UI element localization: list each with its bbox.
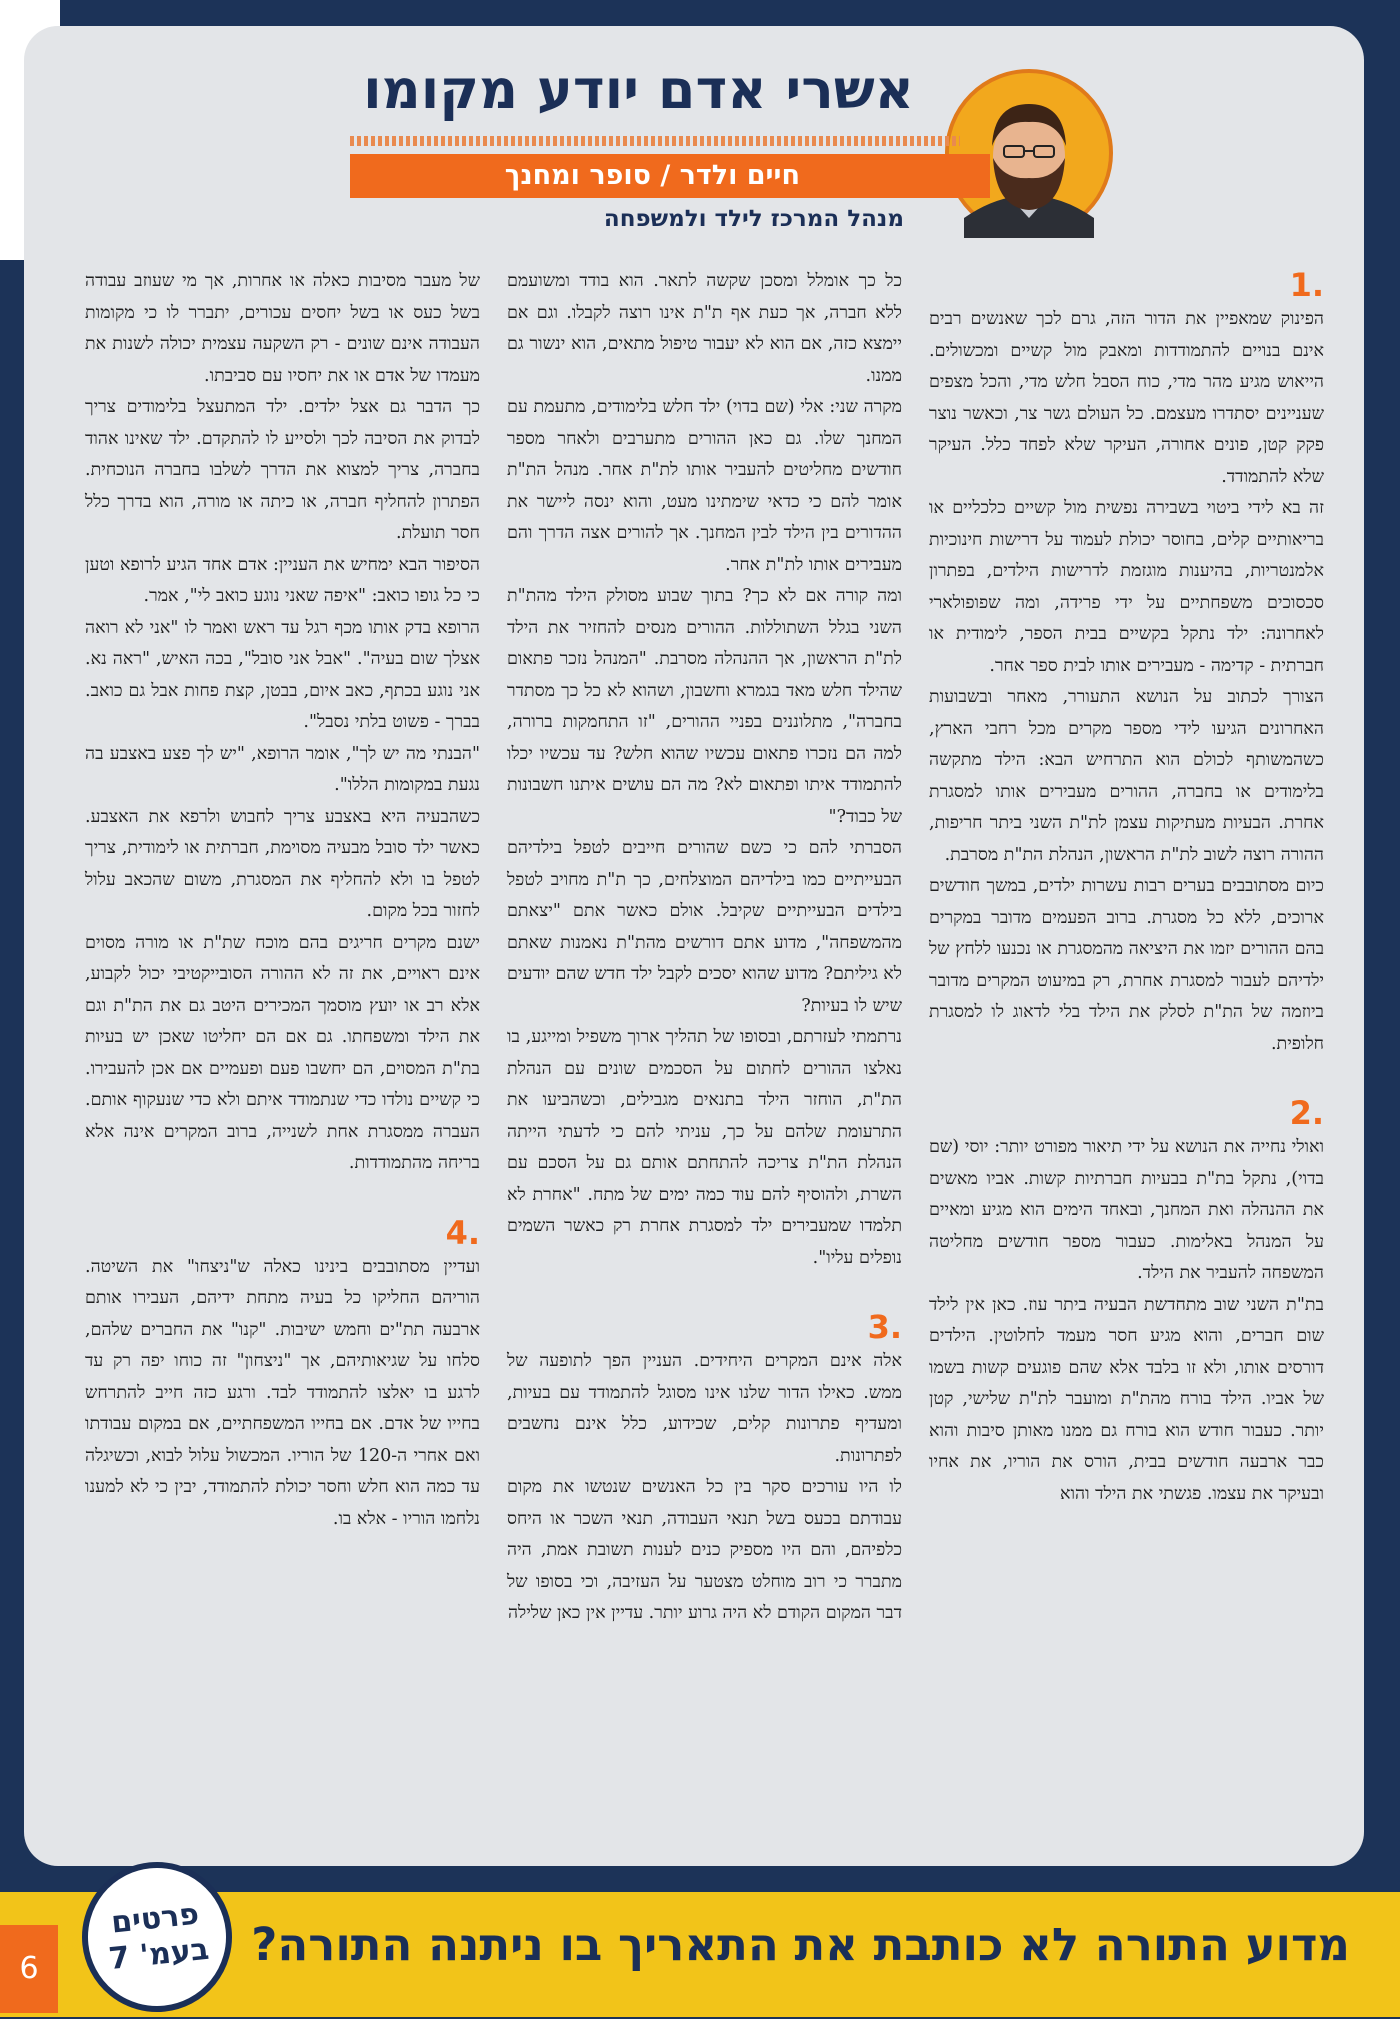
article-paragraph: לו היו עורכים סקר בין כל האנשים שנטשו את מקום עבודתם בכעס בשל תנאי העבודה, תנאי השכר או היחס כלפיהם, והם היו מספיק כנים לענות תשובת אמת, היה מתברר כי רוב מוחלט מצטער על העזיבה, וכי בסופו של דבר המקום הקודם לא היה גרוע יותר. עדיין אין כאן שלילה	[507, 1477, 902, 1623]
article-paragraph: מקרה שני: אלי (שם בדוי) ילד חלש בלימודים, מתעמת עם המחנך שלו. גם כאן ההורים מתערבים ולאחר מספר חודשים מחליטים להעביר אותו לת"ת אחר. מנהל הת"ת אומר להם כי כדאי שימתינו מעט, והוא ינסה ליישר את ההדורים בין הילד לבין המחנך. אך להורים אצה הדרך והם מעבירים אותו לת"ת אחר.	[507, 397, 902, 575]
article-paragraph: הסברתי להם כי כשם שהורים חייבים לטפל בילדיהם הבעייתיים כמו בילדיהם המוצלחים, כך ת"ת מחויב לטפל בילדים הבעייתיים שקיבל. אולם כאשר אתם "יצאתם מהמשפחה", מדוע אתם דורשים מהת"ת נאמנות שאתם לא גיליתם? מדוע שהוא יסכים לקבל ילד חדש שהם יודעים שיש לו בעיות?	[507, 838, 902, 1016]
section-gap	[85, 1180, 480, 1214]
section-number: 4.	[445, 1213, 480, 1252]
article-paragraph: ישנם מקרים חריגים בהם מוכח שת"ת או מורה מסוים אינם ראויים, את זה לא ההורה הסובייקטיבי יכול לקבוע, אלא רב או יועץ מוסמך המכירים היטב גם את הת"ת וגם את הילד ומשפחתו. גם אם הם יחליטו שאכן יש בעיות בת"ת המסוים, הם יחשבו פעם ופעמיים אם אכן להעבירו. כי קשיים נולדו כדי שנתמודד איתם ולא כדי שנעקוף אותם. העברה ממסגרת אחת לשנייה, ברוב המקרים אינה אלא בריחה מהתמודדות.	[85, 932, 480, 1173]
article-paragraph: הצורך לכתוב על הנושא התעורר, מאחר ובשבועות האחרונים הגיעו לידי מספר מקרים מכל רחבי הארץ, כשהמשותף לכולם הוא התרחיש הבא: הילד מתקשה בלימודים או בחברה, ההורים מעבירים אותו למסגרת אחרת. הבעיות מעתיקות עצמן לת"ת השני ביתר חריפות, ההורה רוצה לשוב לת"ת הראשון, הנהלת הת"ת מסרבת.	[929, 687, 1324, 865]
article-paragraph: בת"ת השני שוב מתחדשת הבעיה ביתר עוז. כאן אין לילד שום חברים, והוא מגיע חסר מעמד לחלוטין. הילדים דורסים אותו, ולא זו בלבד אלא שהם פוגעים קשות בשמו של אביו. הילד בורח מהת"ת ומועבר לת"ת שלישי, קטן יותר. כעבור חודש הוא בורח גם ממנו מאותן סיבות והוא כבר ארבעה חודשים בבית, הורס את הוריו, את אחיו ובעיקר את עצמו. פגשתי את הילד והוא	[929, 1294, 1324, 1504]
section-gap	[929, 1060, 1324, 1094]
footer-headline[interactable]: מדוע התורה לא כותבת את התאריך בו ניתנה התורה?	[251, 1918, 1350, 1971]
article-paragraph: ועדיין מסתובבים בינינו כאלה ש"ניצחו" את השיטה. הוריהם החליקו כל בעיה מתחת ידיהם, העבירו אותם ארבעה תת"ים וחמש ישיבות. "קנו" את החברים שלהם, סלחו על שגיאותיהם, אך "ניצחון" זה כוחו יפה רק עד לרגע בו יאלצו להתמודד לבד. ורגע כזה חייב להתרחש בחייו של אדם. אם בחייו המשפחתיים, אם במקום עבודתו ואם אחרי ה-120 של הוריו. המכשול עלול לבוא, וכשיגלה עד כמה הוא חלש וחסר יכולת להתמודד, יבין כי לא למענו נלחמו הוריו - אלא בו.	[85, 1256, 480, 1529]
article-paragraph: הפינוק שמאפיין את הדור הזה, גרם לכך שאנשים רבים אינם בנויים להתמודדות ומאבק מול קשיים ומכשולים. הייאוש מגיע מהר מדי, כוח הסבל חלש מדי, והכל מצפים שעניינים יסתדרו מעצמם. כל העולם גשר צר, וכאשר נוצר פקק קטן, פונים אחורה, העיקר שלא לפחד כלל. העיקר שלא להתמודד.	[929, 309, 1324, 487]
article-paragraph: נרתמתי לעזרתם, ובסופו של תהליך ארוך משפיל ומייגע, בו נאלצו ההורים לחתום על הסכמים שונים עם הנהלת הת"ת, הוחזר הילד בתנאים מגבילים, וכשהביעו את התרעומת שלהם על כך, עניתי להם כי לדעתי הייתה הנהלת הת"ת צריכה להתחתם אותם גם על הסכם עם השרת, ולהוסיף להם עוד כמה ימים של מתח. "אחרת לא תלמדו שמעבירים ילד למסגרת אחרת רק כאשר השמים נופלים עליו".	[507, 1027, 902, 1268]
page-number: 6	[0, 1925, 58, 2013]
article-paragraph: "הבנתי מה יש לך", אומר הרופא, "יש לך פצע באצבע בה נגעת במקומות הללו".	[85, 743, 480, 795]
article-paragraph: ומה קורה אם לא כך? בתוך שבוע מסולק הילד מהת"ת השני בגלל השתוללות. ההורים מנסים להחזיר את הילד לת"ת הראשון, אך ההנהלה מסרבת. "המנהל נזכר פתאום שהילד חלש מאד בגמרא וחשבון, ושהוא לא כל כך מסתדר בחברה", מתלוננים בפניי ההורים, "זו התחמקות ברורה, למה הם נזכרו פתאום עכשיו שהוא חלש? עד עכשיו יכלו להתמודד איתו ופתאום לא? מה הם עושים איתנו חשבונות של כבוד?"	[507, 586, 902, 827]
section-number: 1.	[1289, 266, 1324, 304]
badge-line-1: פרטים	[109, 1896, 201, 1941]
badge-line-2: בעמ' 7	[107, 1931, 211, 1978]
article-card	[24, 26, 1364, 1866]
article-paragraph: זה בא לידי ביטוי בשבירה נפשית מול קשיים כלכליים או בריאותיים קלים, בחוסר יכולת לעמוד על דרישות חינוכיות אלמנטריות, בהיענות מוגזמת לדרישות הילדים, בפתרון סכסוכים משפחתיים על ידי פרידה, ומה שפופולארי לאחרונה: ילד נתקל בקשיים בבית הספר, לימודית או חברתית - קדימה - מעבירים אותו לבית ספר אחר.	[929, 498, 1324, 676]
article-paragraph: כשהבעיה היא באצבע צריך לחבוש ולרפא את האצבע. כאשר ילד סובל מבעיה מסוימת, חברתית או לימודית, צריך לטפל בו ולא להחליף את המסגרת, משום שהכאב עלול לחזור בכל מקום.	[85, 806, 480, 921]
article-paragraph: כל כך אומלל ומסכן שקשה לתאר. הוא בודד ומשועמם ללא חברה, אך כעת אף ת"ת אינו רוצה לקבלו. וגם אם יימצא כזה, אם הוא לא יעבור טיפול מתאים, הוא ינשור גם ממנו.	[507, 271, 902, 386]
article-column-2	[507, 266, 902, 1630]
author-portrait	[944, 68, 1114, 238]
article-paragraph: ואולי נחייה את הנושא על ידי תיאור מפורט יותר: יוסי (שם בדוי), נתקל בת"ת בבעיות חברתיות קשות. אביו מאשים את ההנהלה ואת המחנך, ובאחד הימים הוא מגיע ומאיים על המנהל באלימות. כעבור מספר חודשים מחליטה המשפחה להעביר את הילד.	[929, 1137, 1324, 1283]
article-paragraph: הסיפור הבא ימחיש את העניין: אדם אחד הגיע לרופא וטען כי כל גופו כואב: "איפה שאני נוגע כואב לי", אמר.	[85, 554, 480, 606]
article-title: אשרי אדם יודע מקומו	[363, 58, 914, 121]
article-paragraph: כיום מסתובבים בערים רבות עשרות ילדים, במשך חודשים ארוכים, ללא כל מסגרת. ברוב הפעמים מדובר במקרים בהם ההורים יזמו את היציאה מהמסגרת או נכנעו ללחץ של ילדיהם לעבור למסגרת אחרת, רק במיעוט המקרים מדובר ביוזמה של הת"ת לסלק את הילד בלי לדאוג לו למסגרת חלופית.	[929, 876, 1324, 1054]
author-role: מנהל המרכז לילד ולמשפחה	[603, 206, 904, 232]
title-underline	[350, 136, 960, 146]
section-number: 3.	[867, 1308, 902, 1346]
author-byline: חיים ולדר / סופר ומחנך	[350, 154, 990, 198]
section-gap	[507, 1274, 902, 1308]
article-paragraph: הרופא בדק אותו מכף רגל עד ראש ואמר לו "אני לא רואה אצלך שום בעיה". "אבל אני סובל", בכה האיש, "ראה נא. אני נוגע בכתף, כאב איום, בבטן, קצת פחות אבל גם כואב. בברך - פשוט בלתי נסבל".	[85, 617, 480, 732]
article-column-3	[85, 266, 480, 1535]
section-number: 2.	[1289, 1094, 1324, 1132]
article-column-1	[929, 266, 1324, 1510]
article-paragraph: כך הדבר גם אצל ילדים. ילד המתעצל בלימודים צריך לבדוק את הסיבה לכך ולסייע לו להתקדם. ילד שאינו אהוד בחברה, צריך למצוא את הדרך לשלבו בחברה הנוכחית. הפתרון להחליף חברה, או כיתה או מורה, הוא בדרך כלל חסר תועלת.	[85, 397, 480, 543]
article-paragraph: אלה אינם המקרים היחידים. העניין הפך לתופעה של ממש. כאילו הדור שלנו אינו מסוגל להתמודד עם בעיות, ומעדיף פתרונות קלים, שכידוע, כלל אינם נחשבים לפתרונות.	[507, 1351, 902, 1466]
article-paragraph: של מעבר מסיבות כאלה או אחרות, אך מי שעוזב עבודה בשל כעס או בשל יחסים עכורים, יתברר לו כי מקומות העבודה אינם שונים - רק השקעה עצמית יכולה לשנות את מעמדו של אדם או את יחסיו עם סביבתו.	[85, 271, 480, 386]
